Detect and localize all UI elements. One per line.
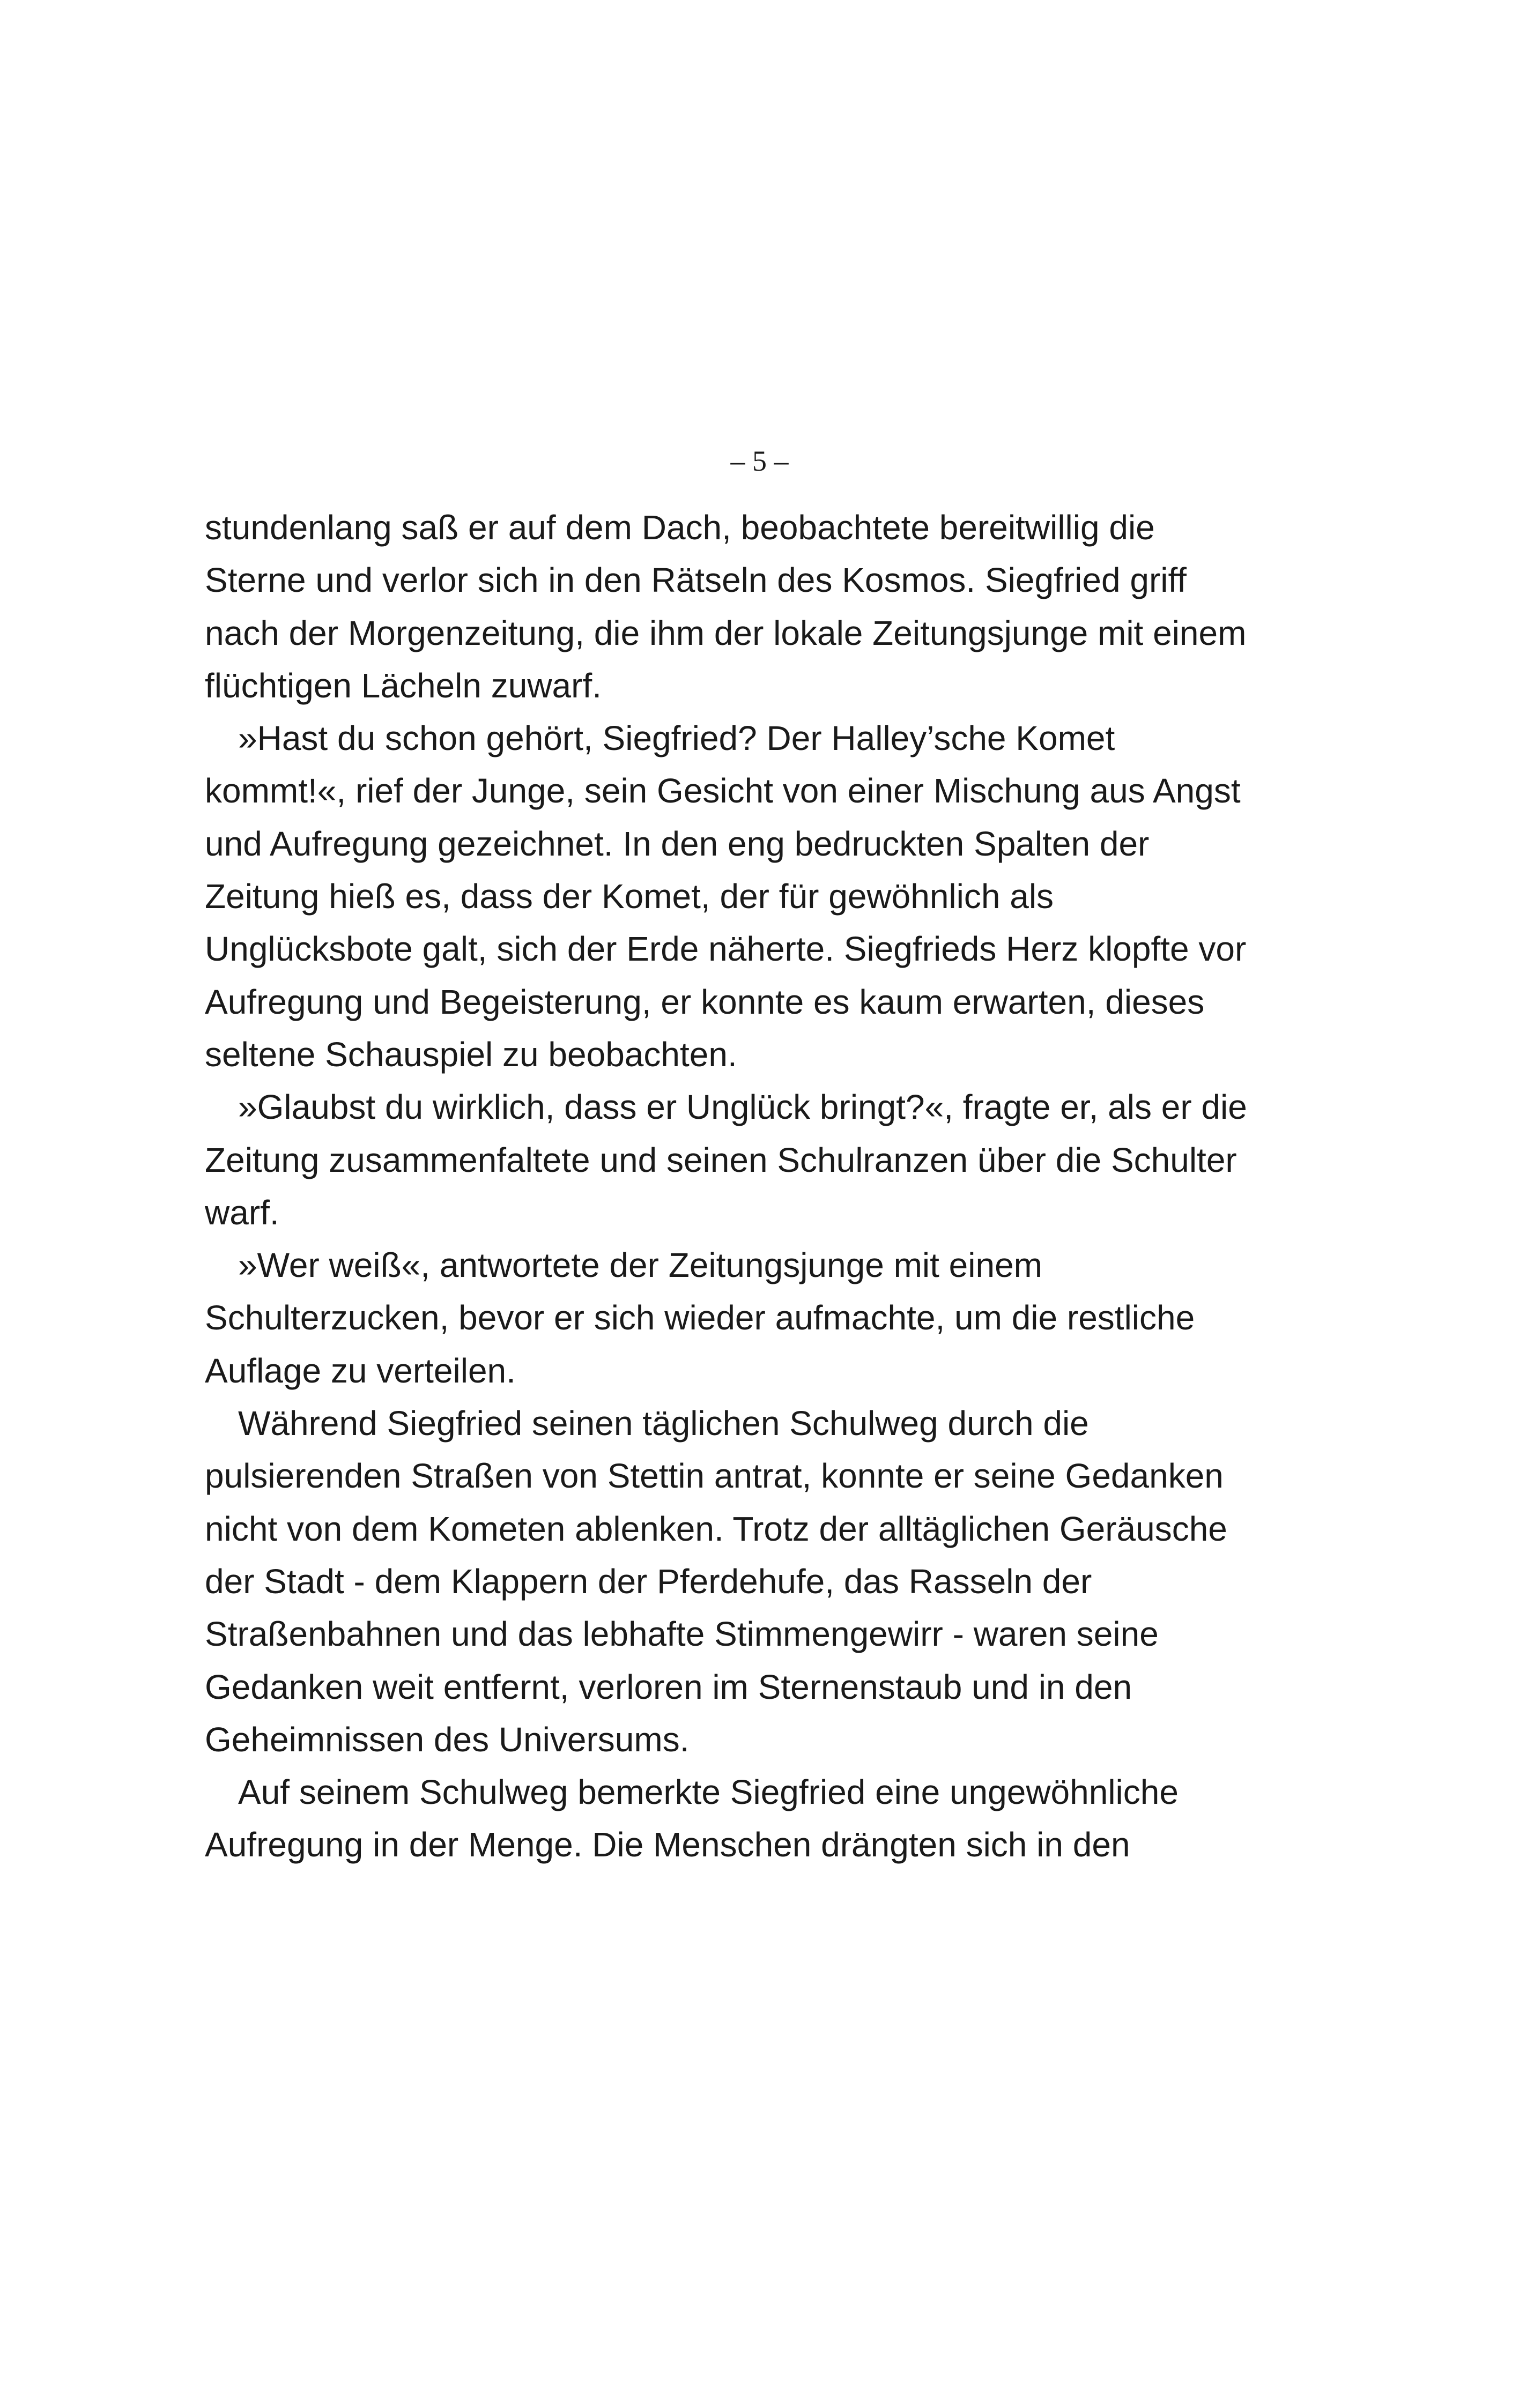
text-line: flüchtigen Lächeln zuwarf.: [205, 666, 602, 705]
text-line: seltene Schauspiel zu beobachten.: [205, 1035, 737, 1074]
text-line: und Aufregung gezeichnet. In den eng bedruckten Spalten der: [205, 824, 1150, 863]
page-number: – 5 –: [730, 445, 789, 477]
text-line: nicht von dem Kometen ablenken. Trotz der alltäglichen Geräusche: [205, 1509, 1227, 1548]
text-line: Auflage zu verteilen.: [205, 1351, 516, 1390]
text-line: Geheimnissen des Universums.: [205, 1720, 690, 1759]
body-text: [205, 501, 1299, 1871]
text-line: Schulterzucken, bevor er sich wieder aufmachte, um die restliche: [205, 1298, 1195, 1337]
text-line: Straßenbahnen und das lebhafte Stimmengewirr - waren seine: [205, 1615, 1159, 1654]
text-line: pulsierenden Straßen von Stettin antrat, konnte er seine Gedanken: [205, 1456, 1224, 1496]
paragraph-start-line: »Hast du schon gehört, Siegfried? Der Halley’sche Komet: [238, 719, 1115, 758]
text-line: kommt!«, rief der Junge, sein Gesicht von einer Mischung aus Angst: [205, 771, 1241, 811]
paragraph-start-line: Während Siegfried seinen täglichen Schulweg durch die: [238, 1404, 1089, 1443]
paragraph-start-line: »Wer weiß«, antwortete der Zeitungsjunge mit einem: [238, 1246, 1042, 1285]
text-line: Gedanken weit entfernt, verloren im Sternenstaub und in den: [205, 1667, 1132, 1706]
text-line: Aufregung und Begeisterung, er konnte es kaum erwarten, dieses: [205, 982, 1205, 1021]
text-line: stundenlang saß er auf dem Dach, beobachtete bereitwillig die: [205, 508, 1155, 547]
text-line: nach der Morgenzeitung, die ihm der lokale Zeitungsjunge mit einem: [205, 613, 1247, 652]
paragraph-start-line: »Glaubst du wirklich, dass er Unglück bringt?«, fragte er, als er die: [238, 1088, 1247, 1127]
text-line: Aufregung in der Menge. Die Menschen drängten sich in den: [205, 1825, 1130, 1864]
text-line: Unglücksbote galt, sich der Erde näherte. Siegfrieds Herz klopfte vor: [205, 930, 1247, 969]
text-line: Zeitung hieß es, dass der Komet, der für gewöhnlich als: [205, 877, 1054, 916]
text-line: Zeitung zusammenfaltete und seinen Schulranzen über die Schulter: [205, 1140, 1237, 1179]
paragraph-start-line: Auf seinem Schulweg bemerkte Siegfried eine ungewöhnliche: [238, 1773, 1179, 1812]
text-line: Sterne und verlor sich in den Rätseln des Kosmos. Siegfried griff: [205, 561, 1187, 600]
text-line: der Stadt - dem Klappern der Pferdehufe, das Rasseln der: [205, 1562, 1092, 1601]
text-line: warf.: [205, 1193, 279, 1232]
